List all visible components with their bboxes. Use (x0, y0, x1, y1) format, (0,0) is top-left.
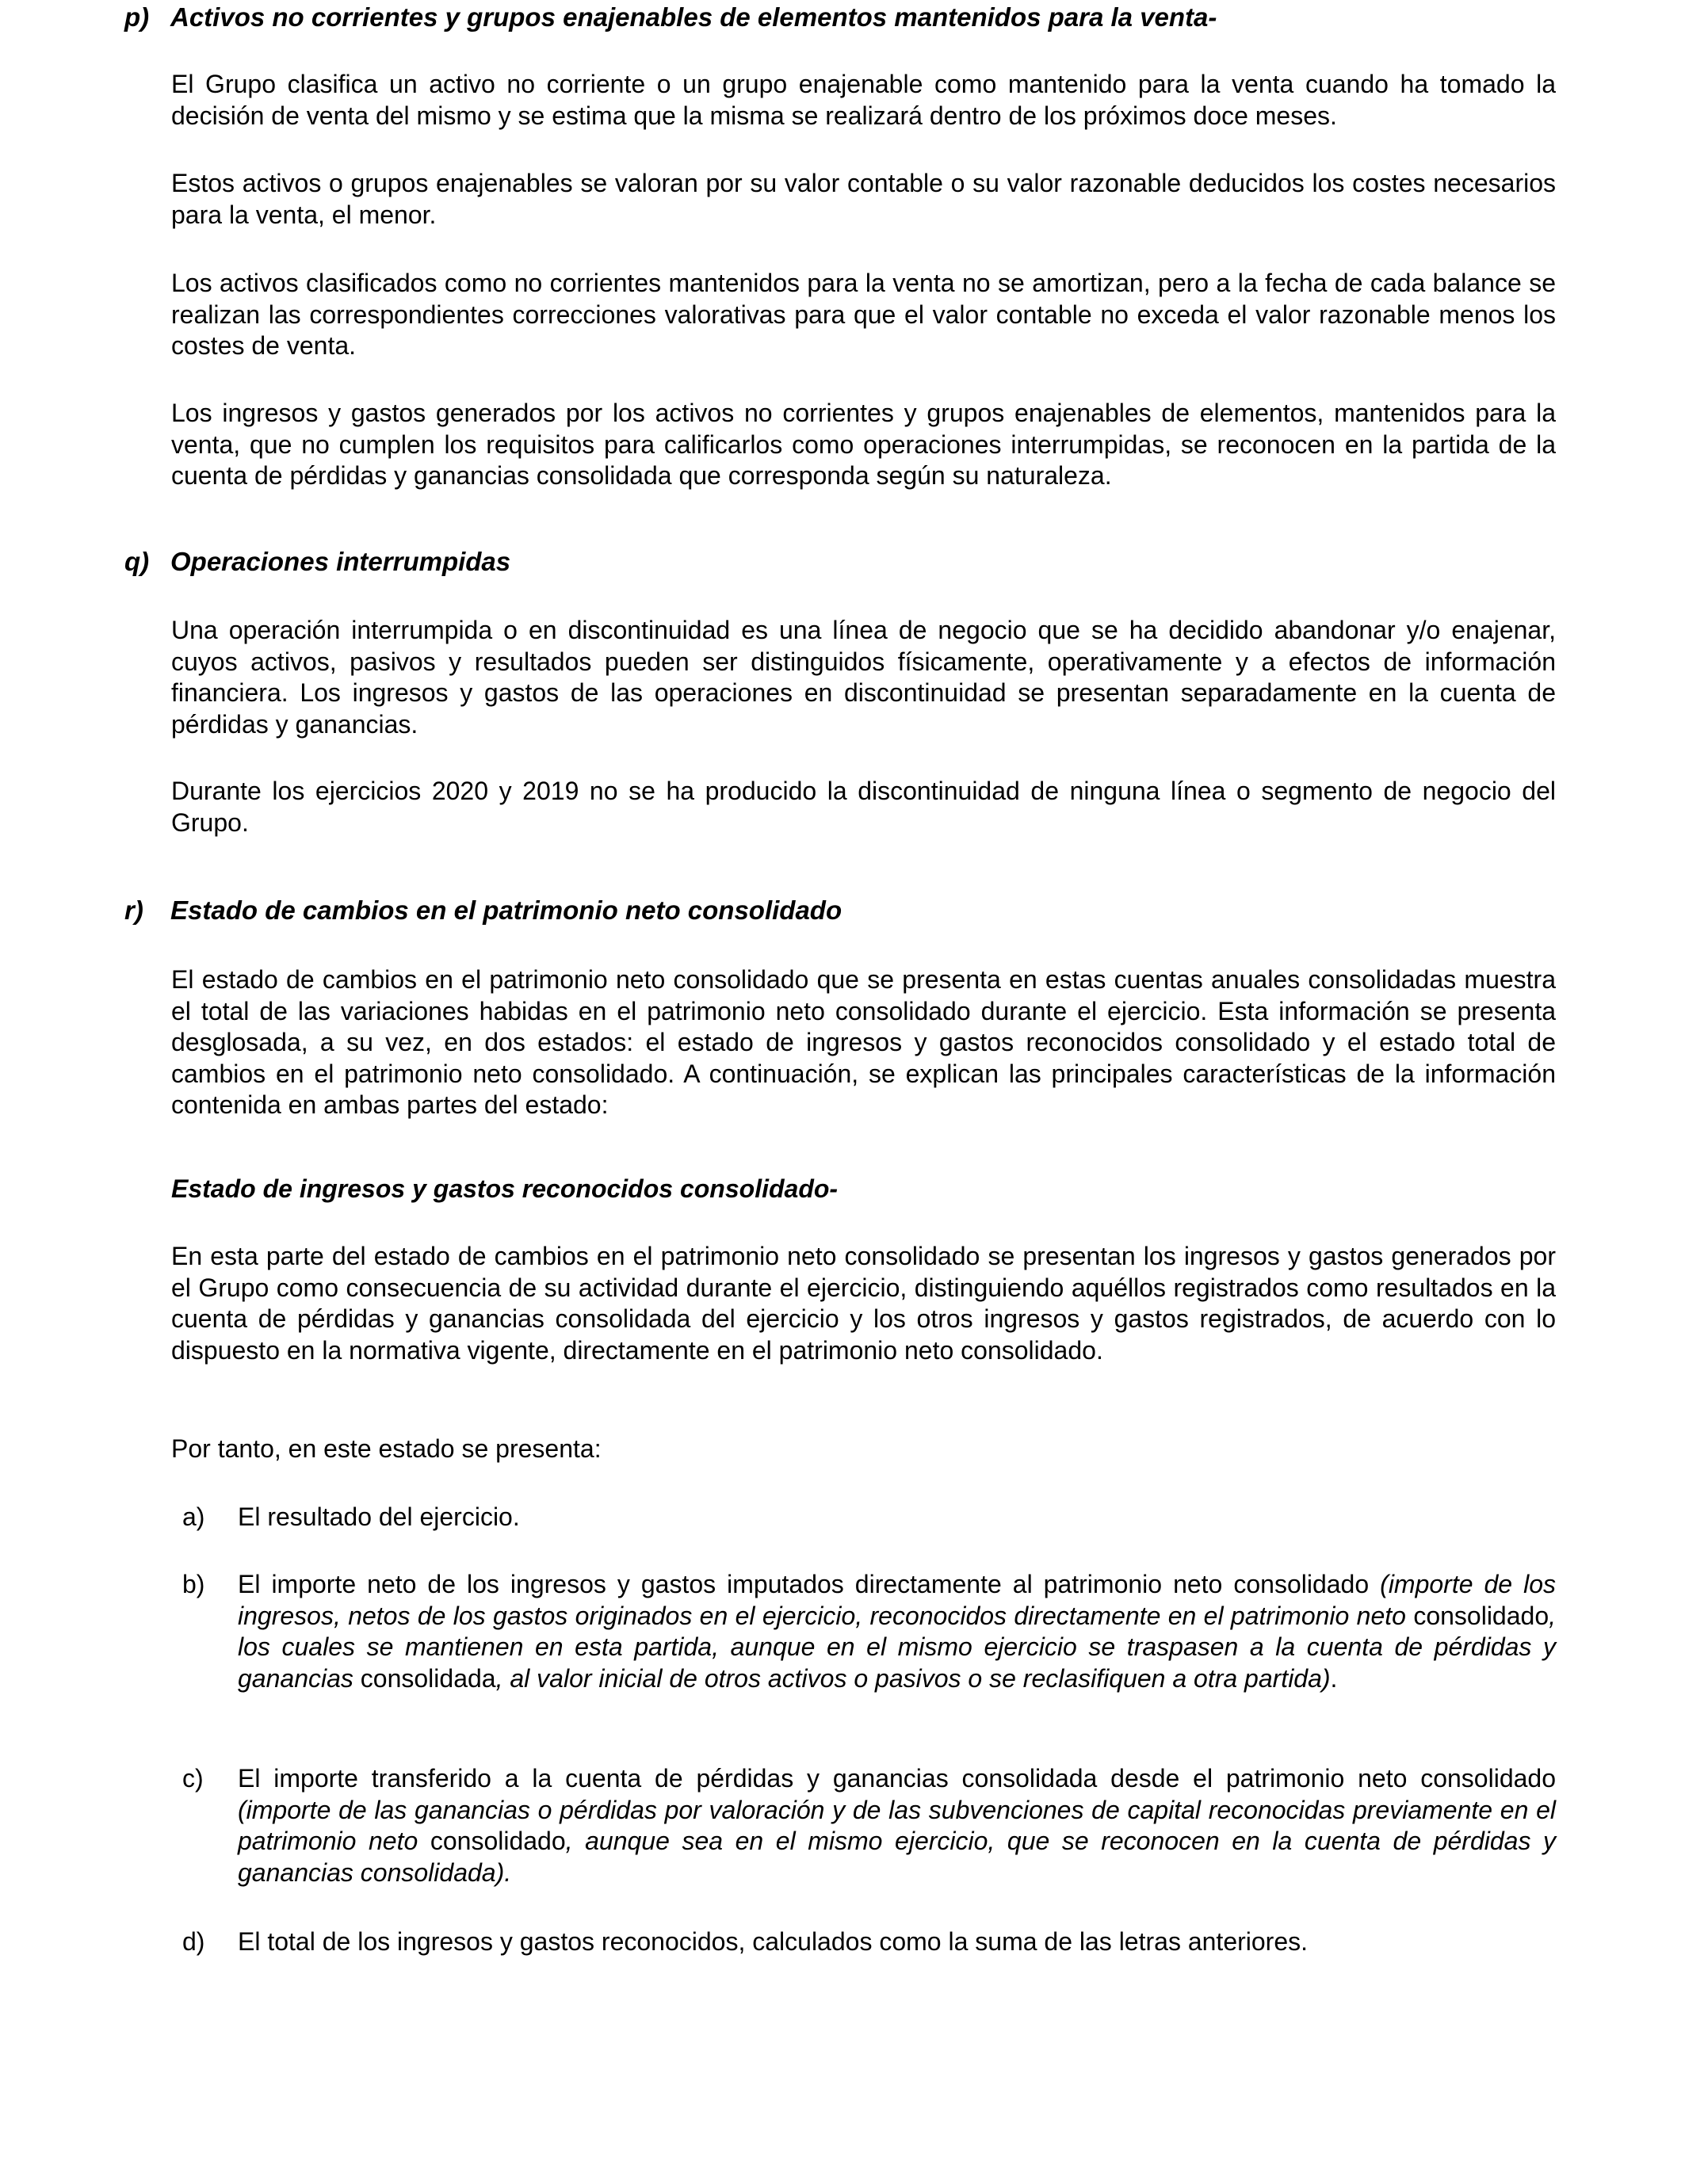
list-marker-c: c) (182, 1764, 204, 1793)
section-p-title: Activos no corrientes y grupos enajenables de elementos mantenidos para la venta- (170, 2, 1217, 32)
list-item-c (171, 1763, 1556, 1888)
list-b-text-1: El importe neto de los ingresos y gastos imputados directamente al patrimonio neto consolidado (238, 1570, 1381, 1598)
list-c-italic-1: (importe de las ganancias o pérdidas por valoración y de las subvenciones de capital reconocidas previamente en el patrimonio neto (238, 1795, 1556, 1855)
section-q-heading (124, 546, 510, 578)
section-r-letter: r) (124, 895, 143, 925)
list-b-italic-3: , al valor inicial de otros activos o pasivos o se reclasifiquen a otra partida) (495, 1663, 1331, 1693)
section-r-title: Estado de cambios en el patrimonio neto consolidado (170, 895, 842, 925)
list-marker-a: a) (182, 1502, 205, 1531)
list-item-d (171, 1926, 1556, 1958)
list-b-italic-1: (importe de los ingresos, netos de los gastos originados en el ejercicio, reconocidos directamente en el patrimonio neto (238, 1570, 1557, 1630)
list-item-a (171, 1502, 1556, 1533)
section-r-heading (124, 895, 842, 926)
list-marker-b: b) (182, 1570, 205, 1598)
list-marker-d: d) (182, 1927, 205, 1956)
list-text-d: El total de los ingresos y gastos reconocidos, calculados como la suma de las letras anteriores. (238, 1927, 1309, 1956)
list-b-text-3: consolidada (360, 1663, 496, 1693)
list-b-text-2: consolidado (1413, 1601, 1549, 1630)
list-text-a: El resultado del ejercicio. (238, 1502, 520, 1531)
list-c-text-1: El importe transferido a la cuenta de pérdidas y ganancias consolidada desde el patrimonio neto consolidado (238, 1764, 1556, 1793)
section-q-title: Operaciones interrumpidas (170, 547, 511, 576)
section-q-letter: q) (124, 547, 150, 576)
list-c-italic-2: , aunque sea en el mismo ejercicio, que se reconocen en la cuenta de pérdidas y ganancias consolidada). (238, 1827, 1557, 1887)
section-q-paragraph-2: Durante los ejercicios 2020 y 2019 no se ha producido la discontinuidad de ninguna línea o segmento de negocio del Grupo. (171, 777, 1556, 837)
list-item-b (171, 1569, 1556, 1694)
section-r-sub-paragraph-2: Por tanto, en este estado se presenta: (171, 1434, 602, 1463)
section-p-paragraph-1: El Grupo clasifica un activo no corriente o un grupo enajenable como mantenido para la venta cuando ha tomado la decisión de venta del mismo y se estima que la misma se realizará dentro de los próximos doce meses. (171, 70, 1556, 130)
section-p-paragraph-4: Los ingresos y gastos generados por los activos no corrientes y grupos enajenables de elementos, mantenidos para la venta, que no cumplen los requisitos para calificarlos como operaciones interrumpidas, se reconocen en la partida de la cuenta de pérdidas y ganancias consolidada que corresponda según su naturaleza. (171, 399, 1556, 490)
section-p-letter: p) (124, 2, 150, 32)
list-text-c (238, 1763, 1556, 1888)
section-r-paragraph-1: El estado de cambios en el patrimonio neto consolidado que se presenta en estas cuentas anuales consolidadas muestra el total de las variaciones habidas en el patrimonio neto consolidado durante el ejercicio. Esta información se presenta desglosada, a su vez, en dos estados: el estado de ingresos y gastos reconocidos consolidado y el estado total de cambios en el patrimonio neto consolidado. A continuación, se explican las principales características de la información contenida en ambas partes del estado: (171, 965, 1556, 1119)
section-p-paragraph-3: Los activos clasificados como no corrientes mantenidos para la venta no se amortizan, pero a la fecha de cada balance se realizan las correspondientes correcciones valorativas para que el valor contable no exceda el valor razonable menos los costes de venta. (171, 269, 1556, 360)
section-r-sub-paragraph-1: En esta parte del estado de cambios en el patrimonio neto consolidado se presentan los ingresos y gastos generados por el Grupo como consecuencia de su actividad durante el ejercicio, distinguiendo aquéllos registrados como resultados en la cuenta de pérdidas y ganancias consolidada del ejercicio y los otros ingresos y gastos registrados, de acuerdo con lo dispuesto en la normativa vigente, directamente en el patrimonio neto consolidado. (171, 1242, 1556, 1365)
list-b-text-4: . (1330, 1663, 1338, 1693)
section-q-paragraph-1: Una operación interrumpida o en discontinuidad es una línea de negocio que se ha decidido abandonar y/o enajenar, cuyos activos, pasivos y resultados pueden ser distinguidos físicamente, operativamente y a efectos de información financiera. Los ingresos y gastos de las operaciones en discontinuidad se presentan separadamente en la cuenta de pérdidas y ganancias. (171, 616, 1556, 739)
list-c-text-2: consolidado (430, 1827, 566, 1855)
section-p-paragraph-2: Estos activos o grupos enajenables se valoran por su valor contable o su valor razonable deducidos los costes necesarios para la venta, el menor. (171, 169, 1556, 229)
section-p-heading (124, 2, 1217, 33)
list-b-italic-2: , los cuales se mantienen en esta partida, aunque en el mismo ejercicio se traspasen a la cuenta de pérdidas y ganancias (238, 1601, 1556, 1693)
list-text-b (238, 1569, 1556, 1694)
section-r-subheading: Estado de ingresos y gastos reconocidos consolidado- (171, 1174, 839, 1203)
